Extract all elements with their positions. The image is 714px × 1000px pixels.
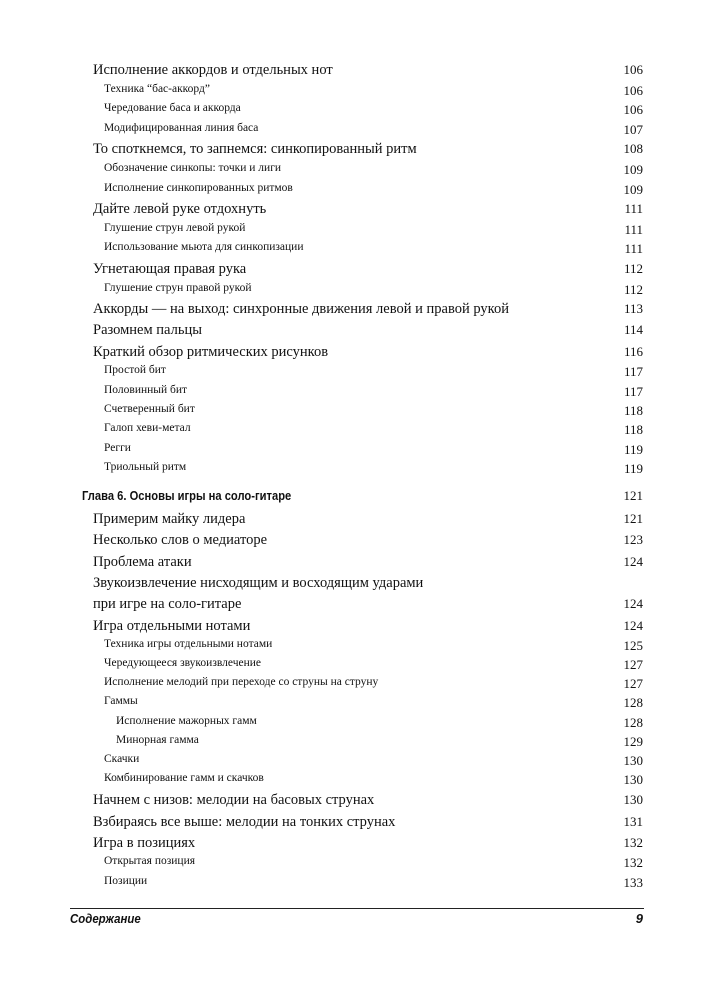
- toc-entry-page: 125: [623, 638, 643, 653]
- toc-entry-title: Чередование баса и аккорда: [104, 102, 241, 114]
- chapter-title: Глава 6. Основы игры на соло-гитаре: [82, 488, 292, 503]
- footer-page-number: 9: [635, 911, 643, 926]
- toc-entry-title: при игре на соло-гитаре: [93, 596, 242, 612]
- toc-entry-title: Обозначение синкопы: точки и лиги: [104, 162, 282, 174]
- toc-entry-page: 129: [623, 734, 643, 749]
- toc-entry-title: Триольный ритм: [104, 461, 187, 473]
- toc-entry-page: 127: [623, 676, 643, 691]
- toc-entry-page: 130: [623, 772, 643, 787]
- toc-entry-title: Начнем с низов: мелодии на басовых струнах: [93, 792, 375, 808]
- toc-entry-page: 112: [623, 282, 643, 297]
- toc-entry-page: 118: [623, 422, 643, 437]
- toc-entry-title: Звукоизвлечение нисходящим и восходящим ударами: [93, 575, 424, 591]
- toc-entry-page: 106: [623, 62, 643, 77]
- toc-entry-page: 128: [623, 695, 643, 710]
- toc-entry-title: Проблема атаки: [93, 554, 192, 570]
- toc-entry-title: Исполнение мелодий при переходе со струны на струну: [104, 676, 379, 688]
- toc-entry-page: 111: [624, 201, 643, 216]
- toc-entry-page: 130: [623, 792, 643, 807]
- toc-entry-page: 121: [623, 511, 643, 526]
- toc-entry-title: Взбираясь все выше: мелодии на тонких струнах: [93, 814, 396, 830]
- footer-section-title: Содержание: [70, 911, 141, 926]
- toc-entry-title: Игра в позициях: [93, 835, 196, 851]
- toc-entry-page: 131: [623, 814, 643, 829]
- toc-entry-page: 106: [623, 102, 643, 117]
- toc-entry-title: Дайте левой руке отдохнуть: [93, 201, 267, 217]
- toc-entry-title: Позиции: [104, 875, 148, 887]
- toc-entry-title: Половинный бит: [104, 384, 188, 396]
- toc-entry-title: Исполнение мажорных гамм: [116, 715, 257, 727]
- toc-entry-page: 108: [623, 141, 643, 156]
- toc-entry-title: Краткий обзор ритмических рисунков: [93, 344, 329, 360]
- toc-entry-title: Простой бит: [104, 364, 166, 376]
- toc-entry-page: 109: [623, 162, 643, 177]
- toc-entry-title: Примерим майку лидера: [93, 511, 246, 527]
- toc-entry-page: 119: [623, 442, 643, 457]
- toc-entry-title: Техника игры отдельными нотами: [104, 638, 273, 650]
- toc-entry-title: Регги: [104, 442, 131, 454]
- toc-entry-title: Исполнение синкопированных ритмов: [104, 182, 293, 194]
- toc-entry-title: Модифицированная линия баса: [104, 122, 259, 134]
- toc-entry-page: 128: [623, 715, 643, 730]
- toc-entry-page: 132: [623, 835, 643, 850]
- toc-entry-page: 127: [623, 657, 643, 672]
- toc-entry-title: Несколько слов о медиаторе: [93, 532, 268, 548]
- toc-entry-page: 123: [623, 532, 643, 547]
- toc-entry-page: 113: [623, 301, 643, 316]
- toc-entry-page: 130: [623, 753, 643, 768]
- toc-entry-page: 124: [623, 596, 643, 611]
- toc-entry-title: Галоп хеви-метал: [104, 422, 191, 434]
- toc-entry-page: 107: [623, 122, 643, 137]
- toc-entry-page: 117: [623, 384, 643, 399]
- toc-entry-title: Глушение струн правой рукой: [104, 282, 252, 294]
- toc-entry-title: Чередующееся звукоизвлечение: [104, 657, 262, 669]
- toc-entry-title: Аккорды — на выход: синхронные движения левой и правой рукой: [93, 301, 509, 317]
- toc-entry-title: Минорная гамма: [116, 734, 199, 746]
- toc-entry-title: Счетверенный бит: [104, 403, 195, 415]
- toc-entry-page: 112: [623, 261, 643, 276]
- toc-entry-page: 106: [623, 83, 643, 98]
- toc-entry-title: Глушение струн левой рукой: [104, 222, 246, 234]
- toc-entry-title: Техника “бас-аккорд”: [104, 83, 210, 95]
- toc-entry-title: Скачки: [104, 753, 140, 765]
- toc-entry-title: Разомнем пальцы: [93, 322, 202, 338]
- toc-entry-title: Открытая позиция: [104, 855, 196, 867]
- toc-entry-title: Исполнение аккордов и отдельных нот: [93, 62, 333, 78]
- toc-entry-title: Игра отдельными нотами: [93, 618, 251, 634]
- toc-entry-page: 116: [623, 344, 643, 359]
- toc-entry-page: 121: [623, 488, 643, 503]
- toc-entry-page: 119: [623, 461, 643, 476]
- toc-entry-title: Угнетающая правая рука: [93, 261, 247, 277]
- toc-entry-page: 133: [623, 875, 643, 890]
- toc-entry-page: 124: [623, 554, 643, 569]
- toc-entry-title: Гаммы: [104, 695, 138, 707]
- footer-divider: [70, 908, 644, 909]
- toc-entry-page: 118: [623, 403, 643, 418]
- toc-entry-page: 111: [624, 222, 643, 237]
- toc-entry-page: 132: [623, 855, 643, 870]
- toc-entry-page: 117: [623, 364, 643, 379]
- toc-entry-title: Использование мьюта для синкопизации: [104, 241, 304, 253]
- toc-entry-page: 124: [623, 618, 643, 633]
- toc-entry-title: Комбинирование гамм и скачков: [104, 772, 264, 784]
- toc-entry-page: 114: [623, 322, 643, 337]
- toc-entry-page: 111: [624, 241, 643, 256]
- toc-entry-title: То споткнемся, то запнемся: синкопированный ритм: [93, 141, 417, 157]
- toc-entry-page: 109: [623, 182, 643, 197]
